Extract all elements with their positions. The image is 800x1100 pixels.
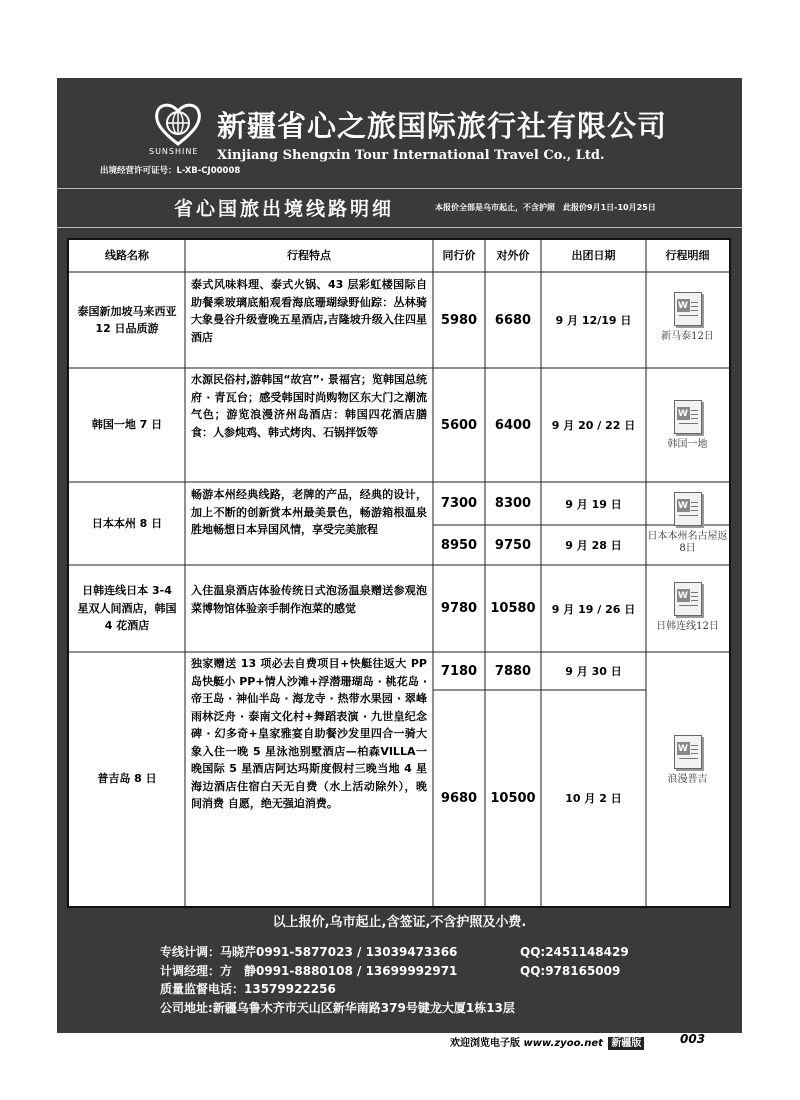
itinerary-doc[interactable]	[646, 735, 729, 786]
route-features: 水源民俗村,游韩国“故宫”· 景福宫；览韩国总统府 · 青瓦台；感受韩国时尚购物区东大门之潮流气色；游览浪漫济州岛酒店：韩国四花酒店膳食：人参炖鸡、韩式烤肉、石锅拌饭等	[191, 373, 427, 439]
route-features: 入住温泉酒店体验传统日式泡汤温泉赠送参观泡菜博物馆体验亲手制作泡菜的感觉	[191, 584, 427, 615]
route-features: 畅游本州经典线路，老牌的产品，经典的设计，加上不断的创新赏本州最美景色，畅游箱根温泉胜地畅想日本异国风情，享受完美旅程	[191, 488, 427, 536]
departure-date: 10 月 2 日	[565, 792, 622, 805]
route-features: 泰式风味料理、泰式火锅、43 层彩虹楼国际自助餐乘玻璃底船观看海底珊瑚绿野仙踪：丛林骑大象曼谷升级壹晚五星酒店,吉隆坡升级入住四星酒店	[191, 278, 427, 344]
manager-qq: QQ:978165009	[520, 963, 621, 978]
public-price: 6680	[494, 312, 532, 328]
departure-date: 9 月 28 日	[565, 539, 622, 552]
page-number: 003	[680, 1032, 706, 1046]
peer-price: 7180	[440, 663, 478, 679]
footer-site-link[interactable]: www.zyoo.net	[523, 1038, 603, 1049]
page-title: 省心国旅出境线路明细	[174, 198, 395, 220]
col-header-route: 线路名称	[105, 249, 149, 263]
itinerary-doc[interactable]	[646, 400, 729, 451]
doc-label: 新马泰12日	[661, 331, 714, 342]
public-price: 9750	[494, 537, 532, 553]
route-name: 普吉岛 8 日	[97, 772, 157, 786]
word-doc-icon: W	[674, 292, 702, 326]
word-doc-icon: W	[674, 582, 702, 616]
col-header-features: 行程特点	[287, 249, 331, 263]
contact-info	[160, 943, 629, 1017]
peer-price: 5980	[440, 312, 478, 328]
footer	[450, 1034, 644, 1049]
title-note: 本报价全部是乌市起止，不含护照 此报价9月1日-10月25日	[435, 203, 656, 212]
price-note: 以上报价,乌市起止,含签证,不含护照及小费.	[272, 915, 527, 930]
logo-text: SUNSHINE	[149, 147, 199, 156]
peer-price: 5600	[440, 417, 478, 433]
peer-price: 8950	[440, 537, 478, 553]
doc-label: 日本本州名古屋返8日	[647, 531, 728, 554]
word-doc-icon: W	[674, 400, 702, 434]
company-name-en: Xinjiang Shengxin Tour International Travel Co., Ltd.	[217, 148, 605, 163]
company-logo-icon	[153, 98, 203, 148]
edition-badge: 新疆版	[608, 1037, 644, 1050]
word-doc-icon: W	[674, 492, 702, 526]
company-address: 公司地址:新疆乌鲁木齐市天山区新华南路379号键龙大厦1栋13层	[160, 1000, 515, 1015]
itinerary-doc[interactable]	[646, 582, 729, 633]
route-name: 韩国一地 7 日	[91, 418, 163, 432]
route-table	[67, 238, 731, 908]
doc-label: 韩国一地	[667, 439, 708, 450]
public-price: 10580	[490, 601, 536, 616]
hotline: 专线计调：马晓芹0991-5877023 / 13039473366	[160, 945, 458, 959]
departure-date: 9 月 30 日	[565, 665, 622, 678]
route-name: 日本本州 8 日	[91, 516, 163, 530]
footer-welcome: 欢迎浏览电子版	[450, 1038, 520, 1049]
company-header	[57, 78, 742, 188]
col-header-detail: 行程明细	[665, 249, 710, 263]
departure-date: 9 月 20 / 22 日	[551, 419, 636, 432]
route-features: 独家赠送 13 项必去自费项目+快艇往返大 PP 岛快艇小 PP+情人沙滩+浮潜珊瑚岛 · 桃花岛 · 帝王岛 · 神仙半岛 · 海龙寺 · 热带水果园 · 翠峰雨林泛舟 · 泰南文化村+舞蹈表演 · 九世皇纪念碑 · 幻多奇+皇家雅宴自助餐沙发里四合一骑大象入住一晚 5 星泳池别墅酒店—柏森VILLA一晚国际 5 星酒店阿达玛斯度假村三晚当地 4 星海边酒店住宿白天无自费（水上活动除外），晚间消费 自愿，绝无强迫消费。	[191, 657, 427, 810]
public-price: 10500	[490, 790, 536, 806]
itinerary-doc[interactable]	[646, 492, 729, 555]
departure-date: 9 月 19 / 26 日	[551, 602, 636, 616]
departure-date: 9 月 19 日	[565, 497, 622, 511]
doc-label: 日韩连线12日	[656, 621, 719, 632]
license-number: 出境经营许可证号：L-XB-CJ00008	[100, 166, 241, 176]
peer-price: 7300	[440, 496, 478, 511]
public-price: 6400	[494, 417, 532, 433]
itinerary-doc[interactable]	[646, 292, 729, 343]
route-name: 日韩连线日本 3-4 星双人间酒店，韩国 4 花酒店	[77, 584, 177, 633]
manager-phone: 计调经理：方 静0991-8880108 / 13699992971	[160, 963, 458, 978]
public-price: 7880	[494, 663, 532, 679]
company-name-cn: 新疆省心之旅国际旅行社有限公司	[217, 109, 668, 143]
title-bar	[57, 188, 742, 228]
doc-label: 浪漫普吉	[667, 774, 708, 785]
hotline-qq: QQ:2451148429	[520, 945, 629, 959]
word-doc-icon: W	[674, 735, 702, 769]
peer-price: 9780	[440, 601, 478, 616]
supervision-phone: 质量监督电话：13579922256	[160, 982, 336, 996]
public-price: 8300	[494, 496, 532, 511]
col-header-date: 出团日期	[571, 249, 616, 263]
col-header-peer-price: 同行价	[442, 249, 476, 263]
departure-date: 9 月 12/19 日	[555, 314, 632, 327]
peer-price: 9680	[440, 790, 478, 806]
route-name: 泰国新加坡马来西亚 12 日品质游	[77, 304, 177, 335]
page-frame	[57, 78, 742, 1033]
col-header-public-price: 对外价	[496, 249, 530, 263]
